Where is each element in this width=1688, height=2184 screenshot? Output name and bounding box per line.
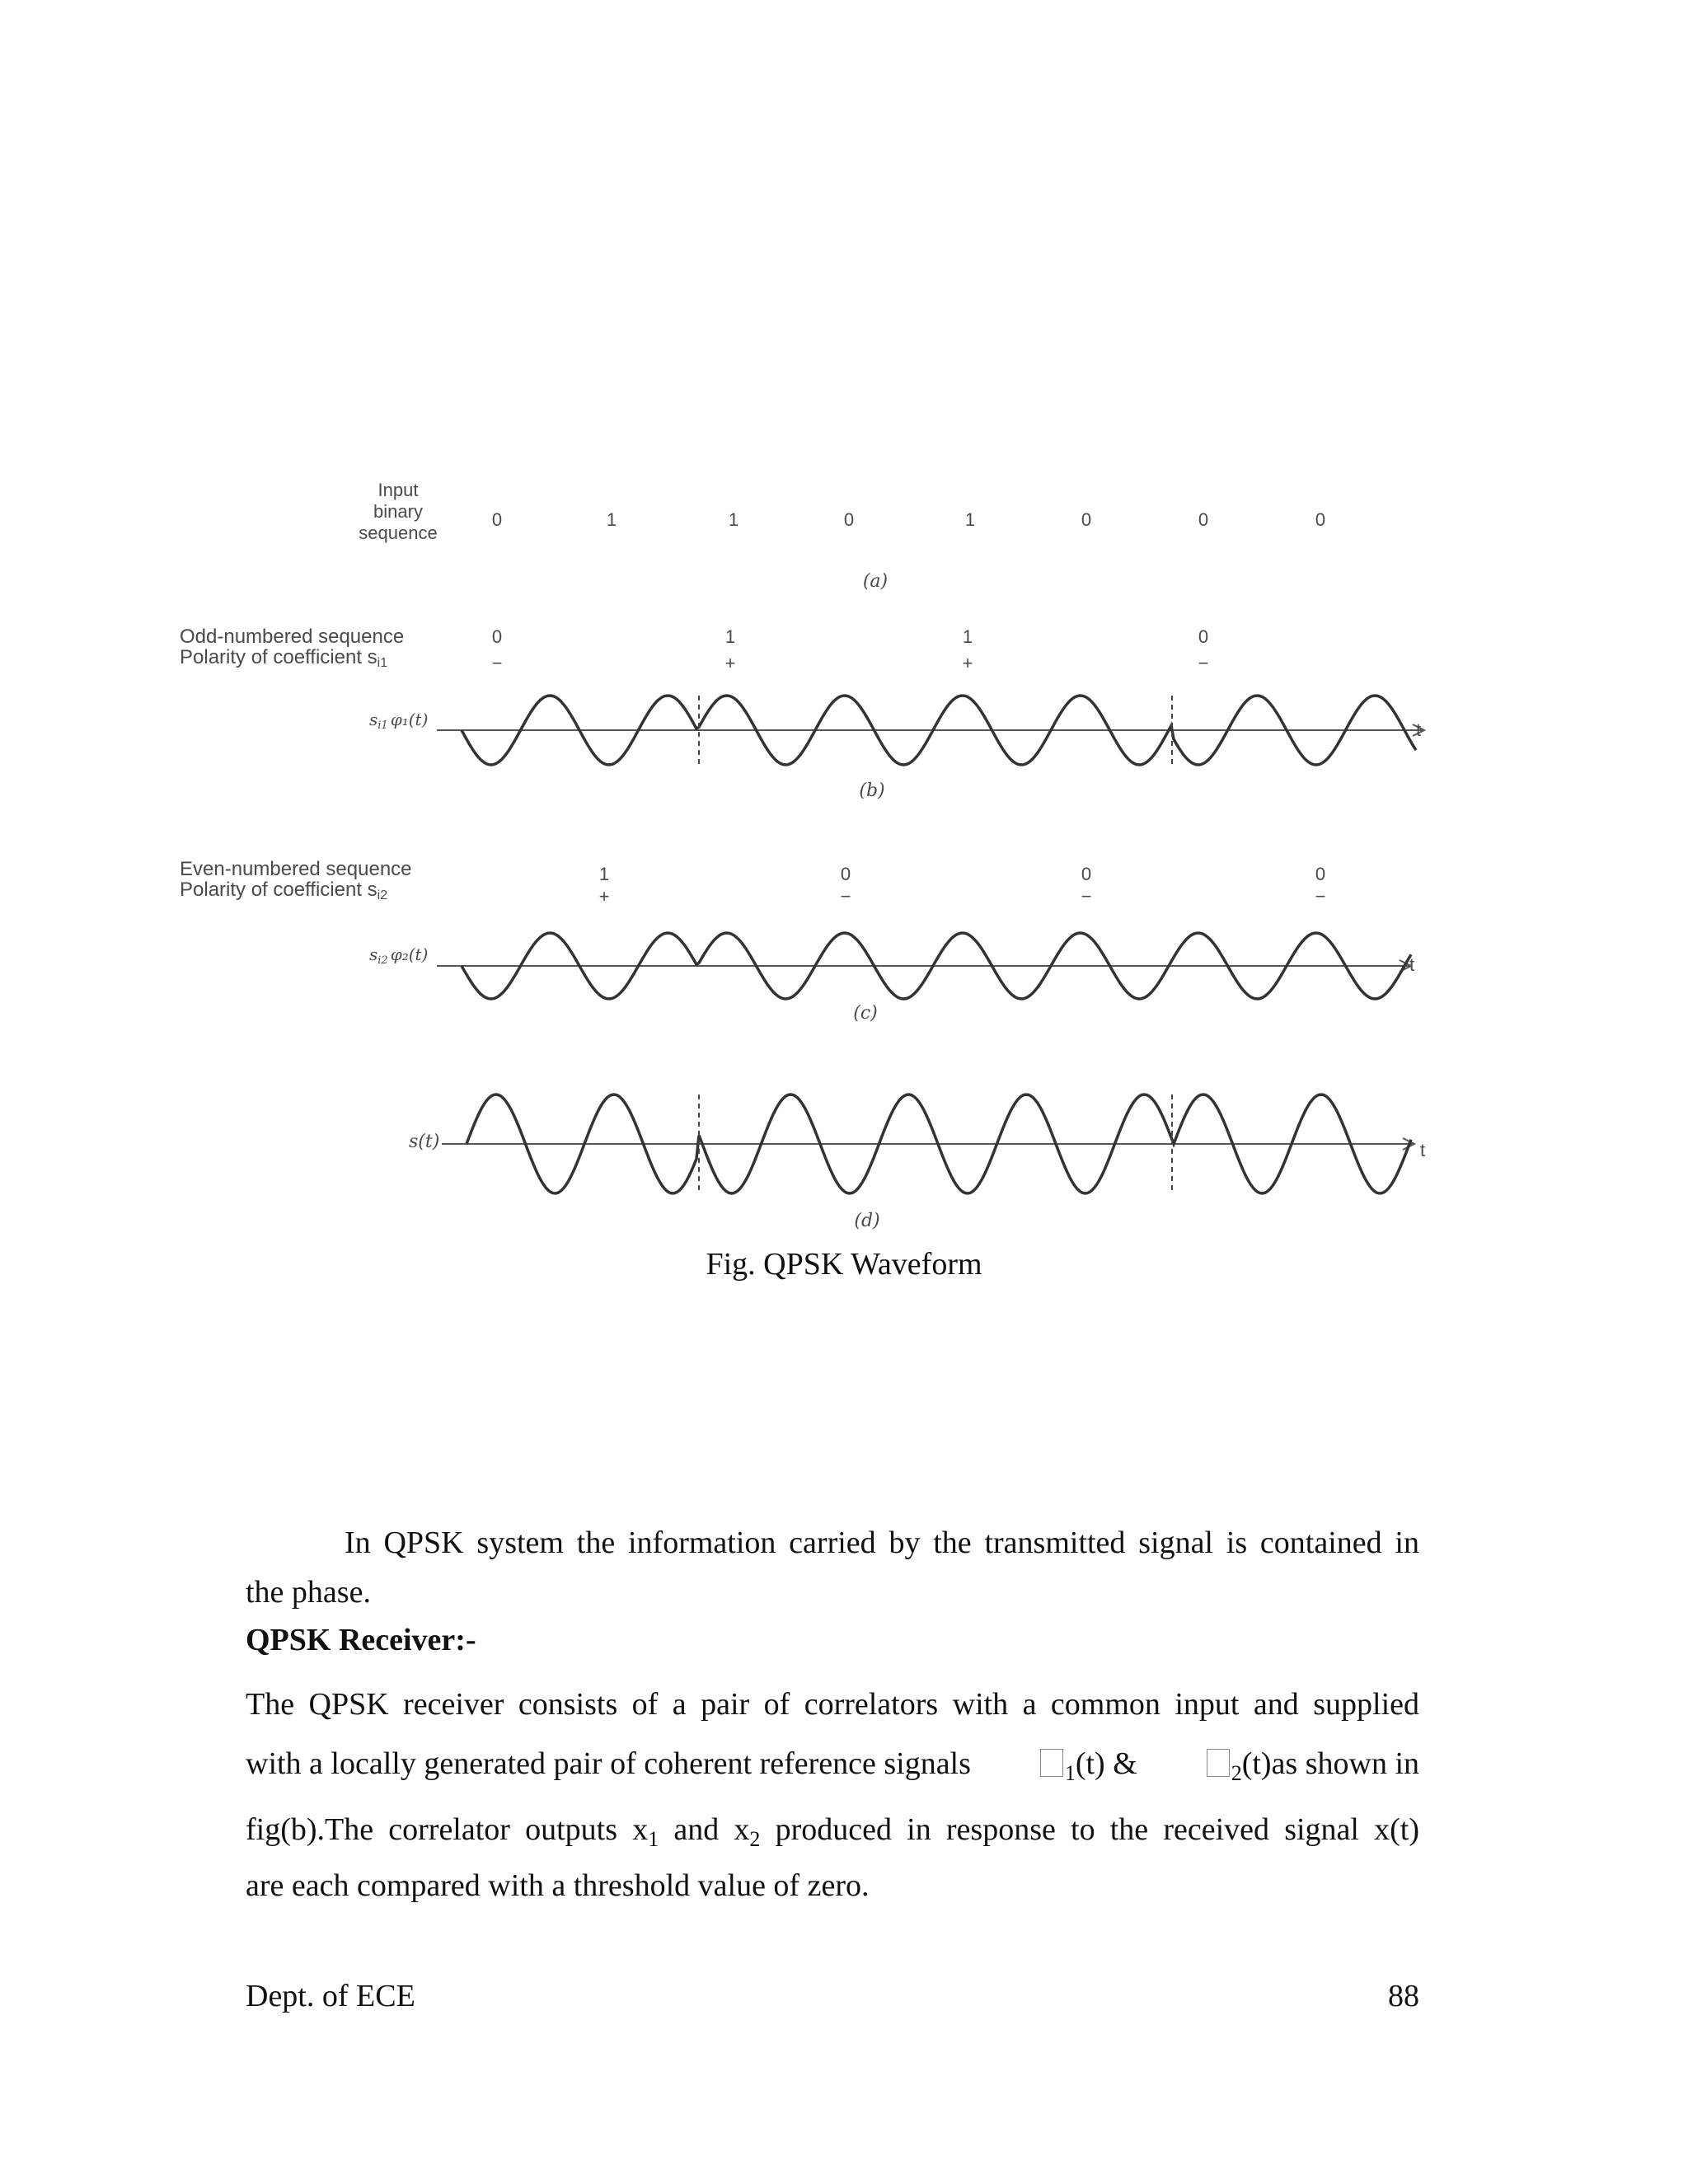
p2l2-text-a: with a locally generated pair of coherent reference signals	[246, 1746, 971, 1781]
even-bit: 1	[598, 864, 610, 884]
odd-polarity-sign: +	[962, 653, 973, 673]
input-bit: 0	[1198, 509, 1209, 530]
odd-polarity-sub: i1	[377, 656, 388, 670]
input-bit: 1	[606, 509, 617, 530]
panel-a	[359, 480, 1325, 592]
odd-bit: 0	[1198, 626, 1209, 647]
odd-t-label: t	[1416, 719, 1422, 740]
even-t-label: t	[1409, 954, 1415, 975]
even-signal-sub: i2	[377, 954, 388, 967]
odd-bit: 0	[491, 626, 503, 647]
odd-signal-sub: i1	[377, 719, 388, 732]
even-polarity-text: Polarity of coefficient s	[180, 879, 377, 901]
even-polarity-sign: −	[840, 886, 851, 907]
sum-waveform	[442, 1094, 1414, 1193]
odd-signal-func: φ₁(t)	[390, 710, 429, 729]
odd-signal-label	[369, 710, 428, 732]
sum-t-label: t	[1420, 1140, 1426, 1160]
footer-department: Dept. of ECE	[246, 1979, 415, 2013]
input-label-line1: Input	[377, 480, 419, 500]
odd-signal-s: s	[369, 710, 378, 729]
input-bit: 0	[843, 509, 855, 530]
figure-caption: Fig. QPSK Waveform	[706, 1247, 982, 1282]
odd-polarity-text: Polarity of coefficient s	[180, 646, 377, 668]
odd-sequence-label: Odd-numbered sequence	[180, 626, 405, 648]
even-bit: 0	[1081, 864, 1092, 884]
even-waveform	[437, 933, 1411, 999]
panel-c-caption: (c)	[853, 1003, 878, 1024]
panel-d	[409, 1094, 1425, 1231]
input-label-line2: binary	[373, 501, 423, 522]
odd-bits	[492, 626, 1209, 673]
odd-polarity-label	[180, 646, 387, 670]
even-bits	[599, 864, 1326, 907]
paragraph2-line1: The QPSK receiver consists of a pair of correlators with a common input and supplied	[246, 1687, 1419, 1722]
odd-bit: 1	[724, 626, 736, 647]
odd-polarity-sign: −	[491, 653, 503, 673]
paragraph1-line2: the phase.	[246, 1575, 371, 1610]
p2l2-text-c: (t)as shown in	[1241, 1746, 1419, 1781]
p2l2-phi2	[1207, 1746, 1419, 1787]
phi2-subscript: 2	[1231, 1761, 1242, 1785]
page-number: 88	[1388, 1979, 1419, 2013]
p2l2-phi1	[1040, 1746, 1137, 1787]
input-bit: 1	[728, 509, 739, 530]
panel-a-caption: (a)	[862, 571, 889, 592]
x2-subscript: 2	[749, 1827, 761, 1851]
odd-bit: 1	[962, 626, 973, 647]
section-heading: QPSK Receiver:-	[246, 1623, 476, 1657]
odd-polarity-sign: −	[1198, 653, 1209, 673]
even-signal-label	[369, 944, 428, 967]
p2l3-text-c: produced in response to the received signal x(t)	[760, 1812, 1419, 1847]
paragraph2-line3	[246, 1811, 1419, 1853]
p2l3-text-a: fig(b).The correlator outputs x	[246, 1812, 649, 1847]
even-polarity-label	[180, 879, 387, 902]
x1-subscript: 1	[648, 1827, 659, 1851]
input-label-line3: sequence	[359, 523, 438, 543]
even-sequence-label: Even-numbered sequence	[180, 858, 412, 880]
panel-b	[180, 626, 1424, 801]
panel-c	[180, 858, 1414, 1024]
p2l3-text-b: and x	[659, 1812, 750, 1847]
p2l2-text-b: (t) &	[1075, 1746, 1137, 1781]
paragraph2-line4: are each compared with a threshold value of zero.	[246, 1868, 870, 1903]
even-polarity-sub: i2	[377, 888, 388, 902]
even-bit: 0	[1315, 864, 1326, 884]
missing-glyph-icon	[1040, 1749, 1063, 1777]
even-polarity-sign: +	[598, 886, 610, 907]
odd-waveform	[437, 696, 1424, 765]
even-polarity-sign: −	[1315, 886, 1326, 907]
even-signal-func: φ₂(t)	[390, 944, 429, 964]
even-signal-s: s	[369, 944, 378, 964]
odd-polarity-sign: +	[724, 653, 736, 673]
input-bit: 0	[1081, 509, 1092, 530]
input-bits	[492, 509, 1325, 530]
paragraph1-line1: In QPSK system the information carried by the transmitted signal is contained in	[345, 1526, 1419, 1560]
even-bit: 0	[840, 864, 851, 884]
panel-d-caption: (d)	[854, 1211, 880, 1231]
paragraph2-line2	[246, 1746, 1419, 1787]
input-bit: 1	[964, 509, 976, 530]
phi1-subscript: 1	[1064, 1761, 1076, 1785]
missing-glyph-icon	[1207, 1749, 1230, 1777]
even-polarity-sign: −	[1081, 886, 1092, 907]
input-bit: 0	[491, 509, 503, 530]
input-bit: 0	[1315, 509, 1326, 530]
sum-signal-label: s(t)	[409, 1132, 440, 1152]
panel-b-caption: (b)	[859, 780, 885, 801]
